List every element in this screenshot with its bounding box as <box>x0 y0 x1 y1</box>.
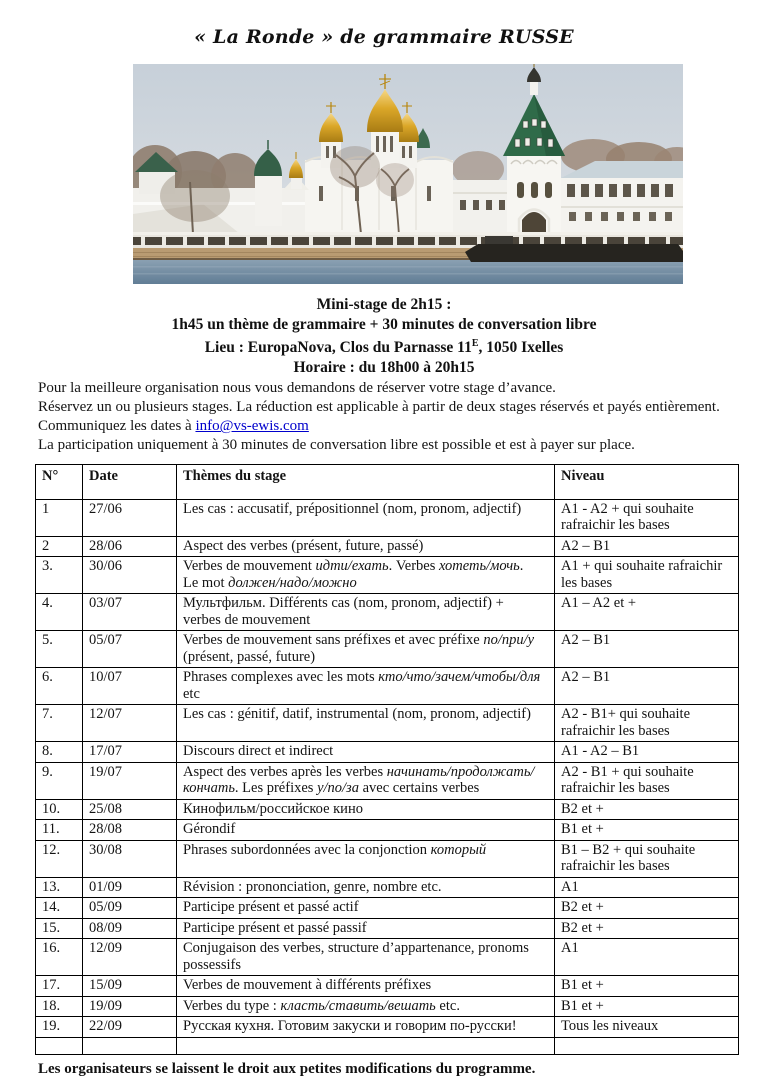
theme-text: Les cas : génitif, datif, instrumental (nom, pronom, adjectif) <box>183 706 531 723</box>
theme-text: Participe présent et passé passif <box>183 919 367 936</box>
row-number: 10. <box>36 799 83 820</box>
theme-russian-term: у/по/за <box>317 780 359 797</box>
theme-russian-term: начинать/продолжать/кончать <box>183 763 535 797</box>
row-date: 19/09 <box>83 996 177 1017</box>
row-number: 13. <box>36 877 83 898</box>
intro-line-3: La participation uniquement à 30 minutes de conversation libre est possible et est à payer sur place. <box>38 437 635 454</box>
monastery-photo-illustration <box>133 64 683 284</box>
row-number: 18. <box>36 996 83 1017</box>
row-level: A1 <box>555 877 739 898</box>
footer-note: Les organisateurs se laissent le droit aux petites modifications du programme. <box>38 1060 536 1077</box>
row-theme <box>177 742 555 763</box>
row-theme <box>177 898 555 919</box>
theme-text: Aspect des verbes après les verbes <box>183 763 387 780</box>
theme-russian-term: который <box>430 841 487 858</box>
column-header-level: Niveau <box>555 465 739 500</box>
stage-schedule-table <box>35 464 739 1055</box>
row-level: B1 et + <box>555 820 739 841</box>
row-level: Tous les niveaux <box>555 1017 739 1038</box>
theme-text: etc <box>183 685 200 702</box>
row-theme <box>177 668 555 705</box>
theme-text: avec certains verbes <box>358 780 480 797</box>
theme-text: . Les préfixes <box>234 780 318 797</box>
row-theme <box>177 820 555 841</box>
row-number: 14. <box>36 898 83 919</box>
row-theme <box>177 705 555 742</box>
table-row <box>36 976 739 997</box>
row-date: 12/07 <box>83 705 177 742</box>
row-theme <box>177 918 555 939</box>
location-suffix: , 1050 Ixelles <box>478 339 564 357</box>
theme-text: (présent, passé, future) <box>183 648 316 665</box>
theme-russian-term: идти/ехать <box>315 558 389 575</box>
row-level: A2 - B1+ qui souhaite rafraichir les bases <box>555 705 739 742</box>
row-date: 25/08 <box>83 799 177 820</box>
table-row <box>36 840 739 877</box>
page-title: « La Ronde » de grammaire RUSSE <box>194 26 574 48</box>
row-level: B1 et + <box>555 996 739 1017</box>
stage-format-line: 1h45 un thème de grammaire + 30 minutes de conversation libre <box>171 315 597 333</box>
table-row <box>36 499 739 536</box>
row-level: A1 <box>555 939 739 976</box>
theme-russian-term: по/при/у <box>483 632 535 649</box>
row-theme <box>177 976 555 997</box>
intro-line-2 <box>38 398 740 436</box>
table-row <box>36 536 739 557</box>
row-level <box>555 1037 739 1054</box>
table-row <box>36 557 739 594</box>
table-row <box>36 996 739 1017</box>
row-level: A2 – B1 <box>555 668 739 705</box>
row-theme <box>177 1017 555 1038</box>
row-level: B2 et + <box>555 898 739 919</box>
row-level: B1 – B2 + qui souhaite rafraichir les bases <box>555 840 739 877</box>
theme-text: Phrases subordonnées avec la conjonction <box>183 841 431 858</box>
theme-russian-term: хотеть/мочь <box>438 558 520 575</box>
row-date: 05/07 <box>83 631 177 668</box>
row-date: 01/09 <box>83 877 177 898</box>
row-date: 27/06 <box>83 499 177 536</box>
theme-text: . Le mot <box>183 558 524 591</box>
row-date: 30/06 <box>83 557 177 594</box>
stage-duration-line: Mini-stage de 2h15 : <box>316 296 452 313</box>
row-theme <box>177 840 555 877</box>
theme-text: Verbes du type : <box>183 997 281 1014</box>
row-date: 17/07 <box>83 742 177 763</box>
theme-text: Participe présent et passé actif <box>183 899 359 916</box>
table-row <box>36 631 739 668</box>
theme-text: Révision : prononciation, genre, nombre etc. <box>183 878 442 895</box>
theme-text: Мультфильм. Différents cas (nom, pronom, adjectif) + verbes de mouvement <box>183 595 504 628</box>
row-theme <box>177 939 555 976</box>
intro-line-2-text: Réservez un ou plusieurs stages. La réduction est applicable à partir de deux stages réservés et payés entièrement. Communiquez les dates à <box>38 399 720 435</box>
intro-line-1: Pour la meilleure organisation nous vous demandons de réserver votre stage d’avance. <box>38 380 556 397</box>
location-text: Lieu : EuropaNova, Clos du Parnasse 11 <box>204 339 472 357</box>
theme-text: Кинофильм/российское кино <box>183 800 363 817</box>
row-date: 08/09 <box>83 918 177 939</box>
table-row <box>36 877 739 898</box>
row-level: A2 - B1 + qui souhaite rafraichir les bases <box>555 762 739 799</box>
row-date: 19/07 <box>83 762 177 799</box>
row-number: 1 <box>36 499 83 536</box>
table-row <box>36 898 739 919</box>
schedule-line: Horaire : du 18h00 à 20h15 <box>293 358 475 376</box>
row-number: 6. <box>36 668 83 705</box>
row-number: 19. <box>36 1017 83 1038</box>
row-number: 8. <box>36 742 83 763</box>
stage-info-block <box>0 295 768 377</box>
table-row <box>36 918 739 939</box>
theme-russian-term: должен/надо/можно <box>228 574 357 591</box>
row-date: 28/06 <box>83 536 177 557</box>
row-level: B1 et + <box>555 976 739 997</box>
row-level: A1 + qui souhaite rafraichir les bases <box>555 557 739 594</box>
theme-text: Aspect des verbes (présent, future, passé) <box>183 537 424 554</box>
row-theme <box>177 996 555 1017</box>
row-date: 22/09 <box>83 1017 177 1038</box>
theme-text: Discours direct et indirect <box>183 743 334 760</box>
theme-text: Verbes de mouvement <box>183 558 316 575</box>
row-number: 2 <box>36 536 83 557</box>
location-superscript: E <box>471 338 479 349</box>
email-link[interactable]: info@vs-ewis.com <box>195 418 309 435</box>
row-level: A2 – B1 <box>555 631 739 668</box>
row-number: 17. <box>36 976 83 997</box>
stage-table-body <box>36 499 739 1054</box>
theme-text: Verbes de mouvement à différents préfixes <box>183 977 432 994</box>
theme-text: Gérondif <box>183 821 236 838</box>
row-number: 15. <box>36 918 83 939</box>
row-theme <box>177 799 555 820</box>
theme-russian-term: класть/ставить/вешать <box>280 997 436 1014</box>
column-header-theme: Thèmes du stage <box>177 465 555 500</box>
row-date: 28/08 <box>83 820 177 841</box>
row-number: 3. <box>36 557 83 594</box>
row-theme <box>177 557 555 594</box>
theme-text: Русская кухня. Готовим закуски и говорим по-русски! <box>183 1018 517 1035</box>
table-row <box>36 939 739 976</box>
row-date <box>83 1037 177 1054</box>
row-level: B2 et + <box>555 799 739 820</box>
row-level: A1 - A2 – B1 <box>555 742 739 763</box>
theme-text: Verbes de mouvement sans préfixes et avec préfixe <box>183 632 484 649</box>
theme-text: etc. <box>435 997 460 1014</box>
row-number: 9. <box>36 762 83 799</box>
theme-text: Phrases complexes avec les mots <box>183 669 379 686</box>
column-header-date: Date <box>83 465 177 500</box>
row-number: 4. <box>36 594 83 631</box>
row-date: 15/09 <box>83 976 177 997</box>
table-row <box>36 705 739 742</box>
row-number: 11. <box>36 820 83 841</box>
location-line <box>0 334 768 358</box>
theme-text: . Verbes <box>388 558 439 575</box>
row-date: 03/07 <box>83 594 177 631</box>
row-level: B2 et + <box>555 918 739 939</box>
intro-paragraphs <box>38 379 740 455</box>
row-theme <box>177 631 555 668</box>
row-date: 12/09 <box>83 939 177 976</box>
row-theme <box>177 499 555 536</box>
table-row <box>36 742 739 763</box>
theme-text: Conjugaison des verbes, structure d’appartenance, pronoms possessifs <box>183 940 529 973</box>
table-row <box>36 762 739 799</box>
row-level: A1 - A2 + qui souhaite rafraichir les bases <box>555 499 739 536</box>
theme-text: Les cas : accusatif, prépositionnel (nom, pronom, adjectif) <box>183 500 522 517</box>
row-number: 5. <box>36 631 83 668</box>
row-number: 7. <box>36 705 83 742</box>
table-row <box>36 594 739 631</box>
row-number <box>36 1037 83 1054</box>
row-theme <box>177 877 555 898</box>
row-date: 30/08 <box>83 840 177 877</box>
row-date: 05/09 <box>83 898 177 919</box>
table-row <box>36 799 739 820</box>
row-number: 12. <box>36 840 83 877</box>
row-level: A1 – A2 et + <box>555 594 739 631</box>
row-theme <box>177 594 555 631</box>
monastery-photo <box>133 64 683 284</box>
table-header-row <box>36 465 739 500</box>
row-theme <box>177 1037 555 1054</box>
row-level: A2 – B1 <box>555 536 739 557</box>
table-row <box>36 820 739 841</box>
table-row <box>36 1017 739 1038</box>
theme-russian-term: кто/что/зачем/чтобы/для <box>378 669 541 686</box>
row-date: 10/07 <box>83 668 177 705</box>
table-row <box>36 668 739 705</box>
column-header-number: N° <box>36 465 83 500</box>
row-number: 16. <box>36 939 83 976</box>
table-row <box>36 1037 739 1054</box>
row-theme <box>177 762 555 799</box>
row-theme <box>177 536 555 557</box>
